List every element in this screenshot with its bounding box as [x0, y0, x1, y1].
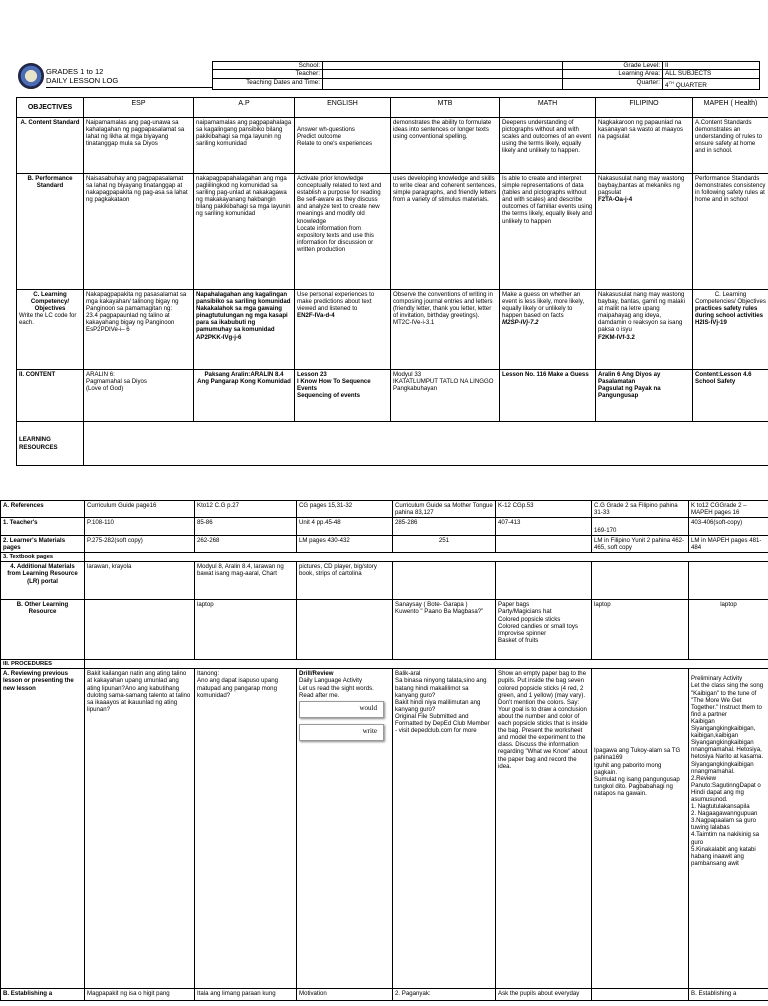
reviewing-esp: Bakit kailangan natin ang ating talino at kakayahan upang umunlad ang ating lipunan?Ano ang kabutihang dulotng sama-samang talento at talino sa ikaaayos at ikauunlad ng ating lipunan? [85, 669, 195, 989]
column-header-filipino: FILIPINO [596, 98, 693, 118]
competency-math [500, 290, 596, 370]
references-mapeh: K to12 CGGrade 2 – MAPEH pages 16 [689, 501, 768, 518]
teachers-guide-mapeh: 403-406(soft-copy) [689, 518, 768, 536]
additional-materials-math [496, 562, 592, 600]
learners-materials-filipino: LM in Filipino Yunit 2 pahina 462-465, soft copy [592, 536, 689, 553]
learning-competency-sublabel: Write the LC code for each. [19, 312, 77, 327]
content-english: Lesson 23 I Know How To Sequence Events Sequencing of events [295, 370, 391, 422]
learners-materials-math [496, 536, 592, 553]
performance-standard-mtb: uses developing knowledge and skills to write clear and coherent sentences, simple paragraphs, and friendly letters from a variety of stimulus materials. [391, 174, 500, 290]
performance-standard-math: Is able to create and interpret simple representations of data (tables and pictographs without and with scales) and describe outcomes of familiar events using the terms likely, equally likely and unlikely to happen [500, 174, 596, 290]
competency-mapeh [693, 290, 768, 370]
learners-materials-esp: P.275-282(soft copy) [85, 536, 195, 553]
content-label: II. CONTENT [17, 370, 84, 422]
column-header-english: ENGLISH [295, 98, 391, 118]
additional-materials-filipino [592, 562, 689, 600]
references-filipino: C.G Grade 2 sa Filipino pahina 31-33 [592, 501, 689, 518]
procedures-label: III. PROCEDURES [1, 660, 85, 669]
competency-english-code: EN2F-IVa-d-4 [297, 312, 335, 320]
quarter-word: QUARTER [675, 81, 707, 89]
performance-standard-filipino-code: F2TA-Oa-j-4 [598, 196, 633, 204]
teachers-guide-label: 1. Teacher's [1, 518, 85, 536]
procedures-cell [85, 660, 768, 669]
establishing-english: Motivation [297, 989, 393, 1001]
reviewing-math: Show an empty paper bag to the pupils. Put inside the bag seven colored popsicle sticks (4 red, 2 green, and 1 yellow) (may vary). Don't mention the colors. Say: Your goal is to draw a conclusion about the number and color of each popsicle sticks that is inside the bag. Present the worksheet and model the experiment to the class. Discuss the information regarding "What we Know" about the paper bag and record the idea. [496, 669, 592, 989]
reviewing-english [297, 669, 393, 989]
other-resource-mapeh: laptop [689, 600, 768, 660]
content-standard-english [295, 118, 391, 174]
references-mtb: Curriculum Guide sa Mother Tongue pahina 83,127 [393, 501, 496, 518]
performance-standard-esp: Naisasabuhay ang pagpapasalamat sa lahat ng biyayang tinatanggap at nakapagpapakita ng pag-asa sa lahat ng pagkakataon [84, 174, 194, 290]
learning-competency-title: C. Learning Competency/ Objectives [30, 291, 70, 313]
establishing-ap: Itala ang limang paraan kung [195, 989, 297, 1001]
grade-level-value: II [663, 62, 760, 70]
reviewing-ap: Itanong: Ano ang dapat isapuso upang matupad ang pangarap mong komunidad? [195, 669, 297, 989]
reviewing-mapeh: Preliminary Activity Let the class sing the song "Kaibigan" to the tune of "The More We Get Together." Instruct them to find a partner Kaibigan Siyangangkingkaibigan, kaibigan,kaibigan Siyangangkingkaibigan nnangmamahal. Hetosiya, hetosiya Narito at kasama. Siyangangkingkaibigan nnangmamahal. 2.Review Panuto:SagutinngDapat o Hindi dapat ang mg asumusunod. 1. Nagtutulakansapila 2. Nagaagawanngupuan 3.Nagpapaalam sa guro tuwing lalabas 4.Taimtim na nakikinig sa guro 5.Kinakalabit ang katabi habang inaawit ang pambansang awit [689, 669, 768, 989]
performance-standard-ap: nakapagpapahalagahan ang mga pagliilingkod ng komunidad sa sariling pag-unlad at nakakagawa ng makakayanang hakbangin bilang pakikibahagi sa mga layunin ng sariling komunidad [194, 174, 295, 290]
competency-filipino [596, 290, 693, 370]
learners-materials-ap: 262-268 [195, 536, 297, 553]
other-resource-label: B. Other Learning Resource [1, 600, 85, 660]
content-standard-english-text: Answer wh-questions Predict outcome Relate to one's experiences [297, 126, 373, 148]
content-standard-label: A. Content Standard [17, 118, 84, 174]
competency-english [295, 290, 391, 370]
performance-standard-label: B. Performance Standard [17, 174, 84, 290]
establishing-mtb: 2. Paganyak: [393, 989, 496, 1001]
content-esp: ARALIN 6: Pagmamahal sa Diyos (Love of God) [84, 370, 194, 422]
learning-resources-label: LEARNING RESOURCES [17, 422, 84, 466]
textbook-pages-cell [85, 553, 768, 562]
deped-seal-logo [18, 63, 44, 89]
quarter-value [663, 78, 760, 90]
performance-standard-mapeh: Performance Standards demonstrates consistency in following safety rules at home and in school [693, 174, 768, 290]
learners-materials-english: LM pages 430-432 [297, 536, 393, 553]
header-info-table [212, 61, 760, 90]
other-resource-math: Paper bags Party/Magicians hat Colored popsicle sticks Colored candies or small toys Improvise spinner Basket of fruits [496, 600, 592, 660]
learning-resources-cell [84, 422, 768, 466]
competency-mapeh-bold: practices safety rules during school activities H2IS-IVj-19 [695, 305, 764, 327]
textbook-pages-label: 3. Textbook pages [1, 553, 85, 562]
performance-standard-english: Activate prior knowledge conceptually related to text and establish a purpose for reading Be self-aware as they discuss and analyze text to create new meanings and modify old knowledge Locate information from expository texts and use this information for discussion or written production [295, 174, 391, 290]
sight-word-card-1: would [299, 701, 384, 718]
teachers-guide-math: 407-413 [496, 518, 592, 536]
content-mapeh: Content:Lesson 4.6 School Safety [693, 370, 768, 422]
column-header-esp: ESP [84, 98, 194, 118]
header-title [46, 67, 118, 85]
learners-materials-mapeh: LM in MAPEH pages 481-484 [689, 536, 768, 553]
reviewing-english-text: Daily Language Activity Let us read the sight words. Read after me. [299, 677, 374, 699]
teachers-guide-ap: 85-86 [195, 518, 297, 536]
title-line-1: GRADES 1 to 12 [46, 67, 104, 76]
references-math: K-12 CGp.53 [496, 501, 592, 518]
competency-esp: Nakapagpapakita ng pasasalamat sa mga kakayahan/ talinong bigay ng Panginoon sa pamamagitan ng: 23.4 pagpapaunlad ng talino at kakayahang bigay ng Panginoon EsP2PDIVe-i– 6 [84, 290, 194, 370]
teachers-guide-english: Unit 4 pp.45-48 [297, 518, 393, 536]
competency-mapeh-text: C. Learning Competencies/ Objectives [695, 291, 766, 306]
establishing-math: Ask the pupils about everyday [496, 989, 592, 1001]
column-header-math: MATH [500, 98, 596, 118]
other-resource-mtb: Sanaysay ( Bote- Garapa ) Kuwento " Paano Ba Magbasa?" [393, 600, 496, 660]
performance-standard-filipino-text: Nakasusulat nang may wastong baybay,bantas at mekaniks ng pagsulat [598, 175, 685, 197]
competency-english-text: Use personal experiences to make predictions about text viewed and listened to [297, 291, 375, 313]
content-standard-mtb: demonstrates the ability to formulate ideas into sentences or longer texts using conventional spelling. [391, 118, 500, 174]
title-underline [46, 87, 212, 88]
learners-materials-label: 2. Learner's Materials pages [1, 536, 85, 553]
content-standard-esp: Naipamamalas ang pag-unawa sa kahalagahan ng pagpapasalamat sa lahat ng likha at mga biyayang tinatanggap mula sa Diyos [84, 118, 194, 174]
competency-math-code: M2SP-IVj-7.2 [502, 319, 539, 327]
establishing-mapeh: B. Establishing a [689, 989, 768, 1001]
learning-area-label: Learning Area: [563, 70, 663, 78]
additional-materials-ap: Modyul 8, Aralin 8.4, larawan ng bawat isang mag-aaral, Chart [195, 562, 297, 600]
content-standard-math: Deepens understanding of pictographs without and with scales and outcomes of an event using the terms likely, equally likely and unlikely to happen. [500, 118, 596, 174]
objectives-table [16, 97, 768, 466]
grade-level-label: Grade Level: [563, 62, 663, 70]
teachers-guide-filipino: 169-170 [592, 518, 689, 536]
content-ap: Paksang Aralin:ARALIN 8.4 Ang Pangarap Kong Komunidad [194, 370, 295, 422]
references-esp: Curriculum Guide page16 [85, 501, 195, 518]
sight-word-card-2: write [299, 724, 384, 741]
competency-math-text: Make a guess on whether an event is less likely, more likely, equally likely or unlikely to happen based on facts [502, 291, 585, 320]
other-resource-esp [85, 600, 195, 660]
additional-materials-esp: larawan, krayola [85, 562, 195, 600]
school-label: School: [213, 62, 323, 70]
establishing-filipino [592, 989, 689, 1001]
establishing-esp: Magpapakit ng isa o higit pang [85, 989, 195, 1001]
additional-materials-english: pictures, CD player, big/story book, strips of cartolina [297, 562, 393, 600]
competency-filipino-text: Nakasusulat nang may wastong baybay, bantas, gamit ng malaki at maliit na letre upang maipahayag ang ideya, damdamin o reaksyon sa isang paksa o isyu [598, 291, 685, 334]
teachers-guide-mtb: 285-286 [393, 518, 496, 536]
teacher-label: Teacher: [213, 70, 323, 78]
content-standard-mapeh: A.Content Standards demonstrates an understanding of rules to ensure safety at home and in school. [693, 118, 768, 174]
other-resource-ap: laptop [195, 600, 297, 660]
column-header-ap: A.P [194, 98, 295, 118]
references-ap: Kto12 C.G p.27 [195, 501, 297, 518]
title-line-2: DAILY LESSON LOG [46, 76, 119, 85]
learning-area-value: ALL SUBJECTS [663, 70, 760, 78]
learners-materials-mtb: 251 [393, 536, 496, 553]
quarter-number: 4 [665, 81, 669, 89]
content-mtb: Modyul 33 IKATATLUMPUT TATLO NA LINGGO Pangkabuhayan [391, 370, 500, 422]
reviewing-english-heading: Drill/Review [299, 670, 334, 678]
quarter-label: Quarter: [563, 78, 663, 90]
dates-label: Teaching Dates and Time: [213, 78, 323, 90]
quarter-suffix: TH [668, 79, 674, 85]
additional-materials-mapeh [689, 562, 768, 600]
dates-field[interactable] [323, 78, 563, 90]
content-standard-filipino: Nagkakaroon ng papaunlad na kasanayan sa wasto at maayos na pagsulat [596, 118, 693, 174]
resources-procedures-table [0, 500, 768, 1001]
content-math: Lesson No. 116 Make a Guess [500, 370, 596, 422]
content-standard-ap: naipamamalas ang pagpapahalaga sa kagalingang pansibiko bilang pakikibahagi sa mga layunin ng sariling komunidad [194, 118, 295, 174]
competency-ap: Napahalagahan ang kagalingan pansibiko sa sariling komunidad Nakakalahok sa mga gawaing pinagtutulungan ng mga kasapi para sa ikabubuti ng pamumuhay sa komunidad AP2PKK-IVg-j-6 [194, 290, 295, 370]
teacher-field[interactable] [323, 70, 563, 78]
additional-materials-mtb [393, 562, 496, 600]
other-resource-english [297, 600, 393, 660]
additional-materials-label: 4. Additional Materials from Learning Resource (LR) portal [1, 562, 85, 600]
teachers-guide-esp: P.108-110 [85, 518, 195, 536]
learning-competency-label [17, 290, 84, 370]
school-field[interactable] [323, 62, 563, 70]
reviewing-filipino: Ipagawa ang Tukoy-alam sa TG pahina169 Iguhit ang paborito mong pagkain. Sumulat ng isang pangungusap tungkol dito. Pagbabahagi ng natapos na gawain. [592, 669, 689, 989]
references-english: CG pages 15,31-32 [297, 501, 393, 518]
competency-mtb: Observe the conventions of writing in composing journal entries and letters (friendly letter, thank you letter, letter of invitation, birthday greetings). MT2C-IVe-i-3.1 [391, 290, 500, 370]
establishing-label: B. Establishing a [1, 989, 85, 1001]
column-header-mapeh: MAPEH ( Health) [693, 98, 768, 118]
reviewing-label: A. Reviewing previous lesson or presenting the new lesson [1, 669, 85, 989]
content-filipino: Aralin 6 Ang Diyos ay Pasalamatan Pagsulat ng Payak na Pangungusap [596, 370, 693, 422]
objectives-header: OBJECTIVES [17, 98, 84, 118]
column-header-mtb: MTB [391, 98, 500, 118]
performance-standard-filipino [596, 174, 693, 290]
other-resource-filipino: laptop [592, 600, 689, 660]
competency-filipino-code: F2KM-IVf-3.2 [598, 333, 635, 341]
reviewing-mtb: Balik-aral Sa binasa ninyong talata,sino ang batang hindi makalilimot sa kanyang guro? Bakit hindi niya malilimutan ang kanyang guro? Original File Submitted and Formatted by DepEd Club Member - visit depedclub.com for more [393, 669, 496, 989]
references-label: A. References [1, 501, 85, 518]
